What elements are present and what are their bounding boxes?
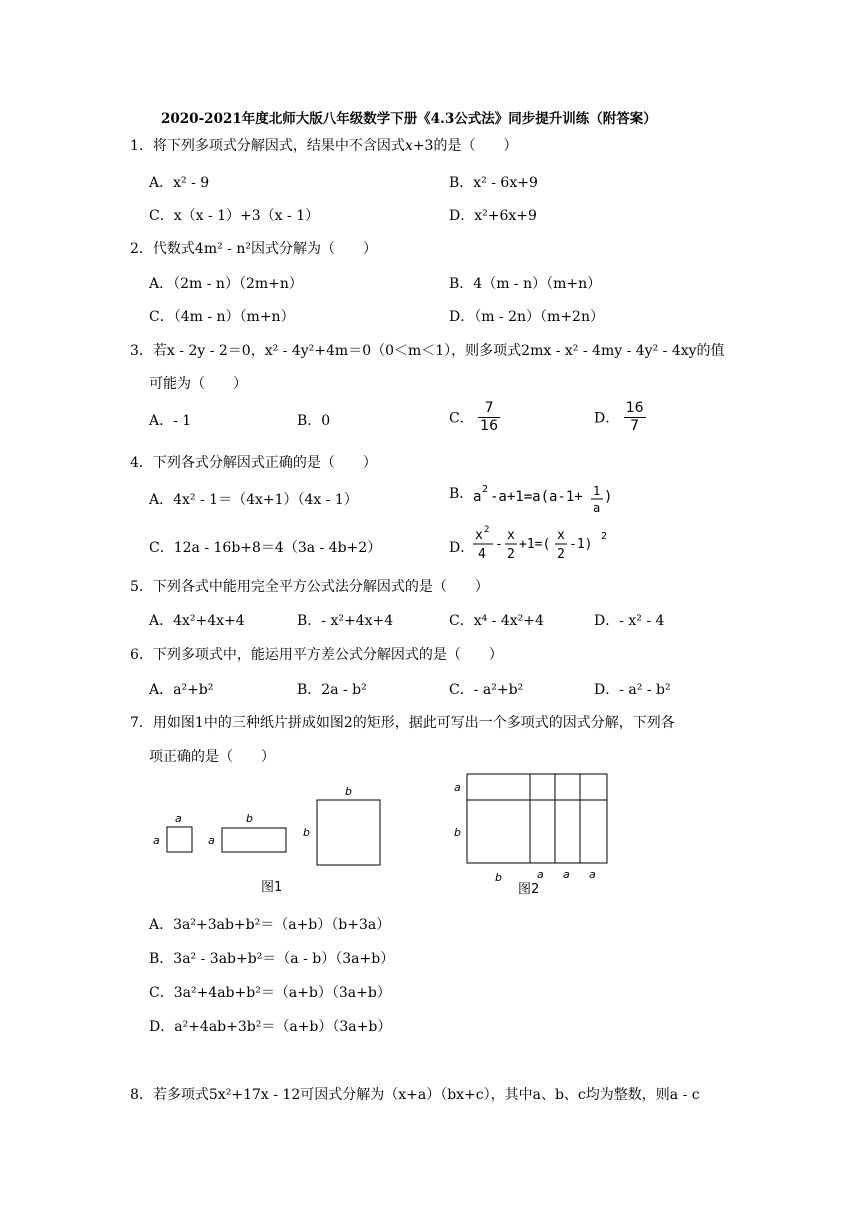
big-rectangle <box>467 774 607 863</box>
svg-text:-1): -1) <box>569 537 593 552</box>
label-a-side: a <box>208 834 215 847</box>
question-number: 4． <box>130 455 153 471</box>
option-c: C．- a²+b² <box>449 682 524 698</box>
option-c: C．3a²+4ab+b²＝（a+b）（3a+b） <box>149 985 391 1001</box>
svg-text:2: 2 <box>601 531 608 542</box>
option-b: B．x² - 6x+9 <box>449 175 538 191</box>
option-c: C．（4m - n）（m+n） <box>149 309 295 325</box>
question-6 <box>130 644 503 664</box>
label-a-side: a <box>153 834 160 847</box>
question-3 <box>130 340 725 360</box>
svg-text:2: 2 <box>557 547 565 562</box>
question-stem: 若x - 2y - 2＝0，x² - 4y²+4m＝0（0＜m＜1），则多项式2mx - x² - 4my - 4y² - 4xy的值 <box>152 343 725 359</box>
question-number: 2． <box>130 241 153 257</box>
option-b-formula <box>471 479 641 519</box>
question-stem-end: +3的是（ ） <box>412 138 518 154</box>
square-b <box>317 800 380 865</box>
question-number: 5． <box>130 579 153 595</box>
question-8 <box>130 1084 700 1104</box>
rectangle-ab <box>222 828 286 852</box>
label-a-side: a <box>454 781 461 794</box>
question-5 <box>130 576 489 596</box>
option-c <box>449 400 500 435</box>
option-a: A．3a²+3ab+b²＝（a+b）（b+3a） <box>149 917 391 933</box>
question-7 <box>130 712 675 732</box>
question-variable: x <box>404 138 413 154</box>
svg-text:x: x <box>557 528 565 543</box>
option-c: C．x⁴ - 4x²+4 <box>449 613 544 629</box>
option-d-label: D． <box>449 540 475 556</box>
option-b-label: B． <box>449 486 474 502</box>
question-4 <box>130 452 377 472</box>
option-a: A．- 1 <box>149 413 192 429</box>
label-a-bottom: a <box>589 868 596 881</box>
option-c: C．x（x - 1）+3（x - 1） <box>149 208 320 224</box>
question-stem: 将下列多项式分解因式，结果中不含因式 <box>152 138 405 154</box>
fraction-denominator: 7 <box>630 418 640 434</box>
svg-text:x: x <box>507 528 515 543</box>
label-b-top: b <box>246 812 253 825</box>
svg-text:+1=(: +1=( <box>519 537 551 552</box>
option-d: D．a²+4ab+3b²＝（a+b）（3a+b） <box>149 1019 392 1035</box>
label-a-bottom: a <box>563 868 570 881</box>
svg-text:a: a <box>593 501 601 515</box>
svg-text:): ) <box>604 489 613 505</box>
question-stem: 用如图1中的三种纸片拼成如图2的矩形，据此可写出一个多项式的因式分解，下列各 <box>152 715 675 731</box>
option-c-label: C． <box>449 410 474 427</box>
question-number: 8． <box>130 1087 153 1103</box>
square-a <box>167 827 192 852</box>
svg-text:-a+1=a(a-1+: -a+1=a(a-1+ <box>490 489 583 505</box>
fraction-numerator: 7 <box>478 400 500 418</box>
label-a-top: a <box>175 812 182 825</box>
svg-text:2: 2 <box>507 547 515 562</box>
svg-text:x: x <box>475 528 483 543</box>
option-c: C．12a - 16b+8＝4（3a - 4b+2） <box>149 540 382 556</box>
svg-text:2: 2 <box>482 484 489 495</box>
option-a: A．4x² - 1＝（4x+1）（4x - 1） <box>149 492 358 508</box>
fraction-numerator: 16 <box>625 400 644 416</box>
figure-1-caption: 图1 <box>261 880 283 895</box>
question-stem: 若多项式5x²+17x - 12可因式分解为（x+a）（bx+c），其中a、b、c均为整数，则a - c <box>152 1087 700 1103</box>
option-b: B．- x²+4x+4 <box>297 613 394 629</box>
figure-1 <box>145 780 405 900</box>
option-b: B．0 <box>297 413 331 429</box>
question-stem: 下列多项式中，能运用平方差公式分解因式的是（ ） <box>152 647 503 663</box>
label-b-bottom: b <box>495 871 502 884</box>
question-2 <box>130 238 377 258</box>
question-3-line2: 可能为（ ） <box>149 376 247 392</box>
label-a-bottom: a <box>537 868 544 881</box>
svg-text:2: 2 <box>484 525 490 535</box>
option-a: A．a²+b² <box>149 682 214 698</box>
question-stem: 下列各式分解因式正确的是（ ） <box>152 455 377 471</box>
option-a: A．（2m - n）（2m+n） <box>149 276 303 292</box>
option-d: D．- a² - b² <box>594 682 671 698</box>
figure-2 <box>448 770 648 895</box>
option-d: D．（m - 2n）（m+2n） <box>449 309 604 325</box>
option-d: D．- x² - 4 <box>594 613 665 629</box>
question-number: 7． <box>130 715 153 731</box>
fraction <box>478 400 500 435</box>
question-number: 1． <box>130 138 153 154</box>
question-1 <box>130 135 517 155</box>
svg-text:4: 4 <box>478 547 486 562</box>
option-b <box>449 483 613 515</box>
option-a: A．4x²+4x+4 <box>149 613 245 629</box>
option-d <box>449 525 608 562</box>
option-b: B．2a - b² <box>297 682 367 698</box>
label-b-top: b <box>345 785 352 798</box>
option-b: B．3a² - 3ab+b²＝（a - b）（3a+b） <box>149 951 395 967</box>
question-7-line2: 项正确的是（ ） <box>149 749 275 765</box>
label-b-side: b <box>303 826 310 839</box>
option-b: B．4（m - n）（m+n） <box>449 276 602 292</box>
label-b-side: b <box>454 826 461 839</box>
figure-2-caption: 图2 <box>518 882 540 895</box>
svg-text:-: - <box>495 537 503 552</box>
svg-text:a: a <box>473 489 482 505</box>
question-number: 6． <box>130 647 153 663</box>
page-title: 2020-2021年度北师大版八年级数学下册《4.3公式法》同步提升训练（附答案） <box>161 111 657 127</box>
question-stem: 下列各式中能用完全平方公式法分解因式的是（ ） <box>152 579 489 595</box>
question-number: 3． <box>130 343 153 359</box>
fraction-denominator: 16 <box>480 418 498 434</box>
option-d <box>594 400 646 435</box>
option-d-formula <box>471 521 651 571</box>
question-stem: 代数式4m² - n²因式分解为（ ） <box>152 241 377 257</box>
option-d-label: D． <box>594 410 620 427</box>
option-d: D．x²+6x+9 <box>449 208 537 224</box>
fraction <box>624 400 646 435</box>
option-a: A．x² - 9 <box>149 175 210 191</box>
svg-text:1: 1 <box>593 484 601 498</box>
